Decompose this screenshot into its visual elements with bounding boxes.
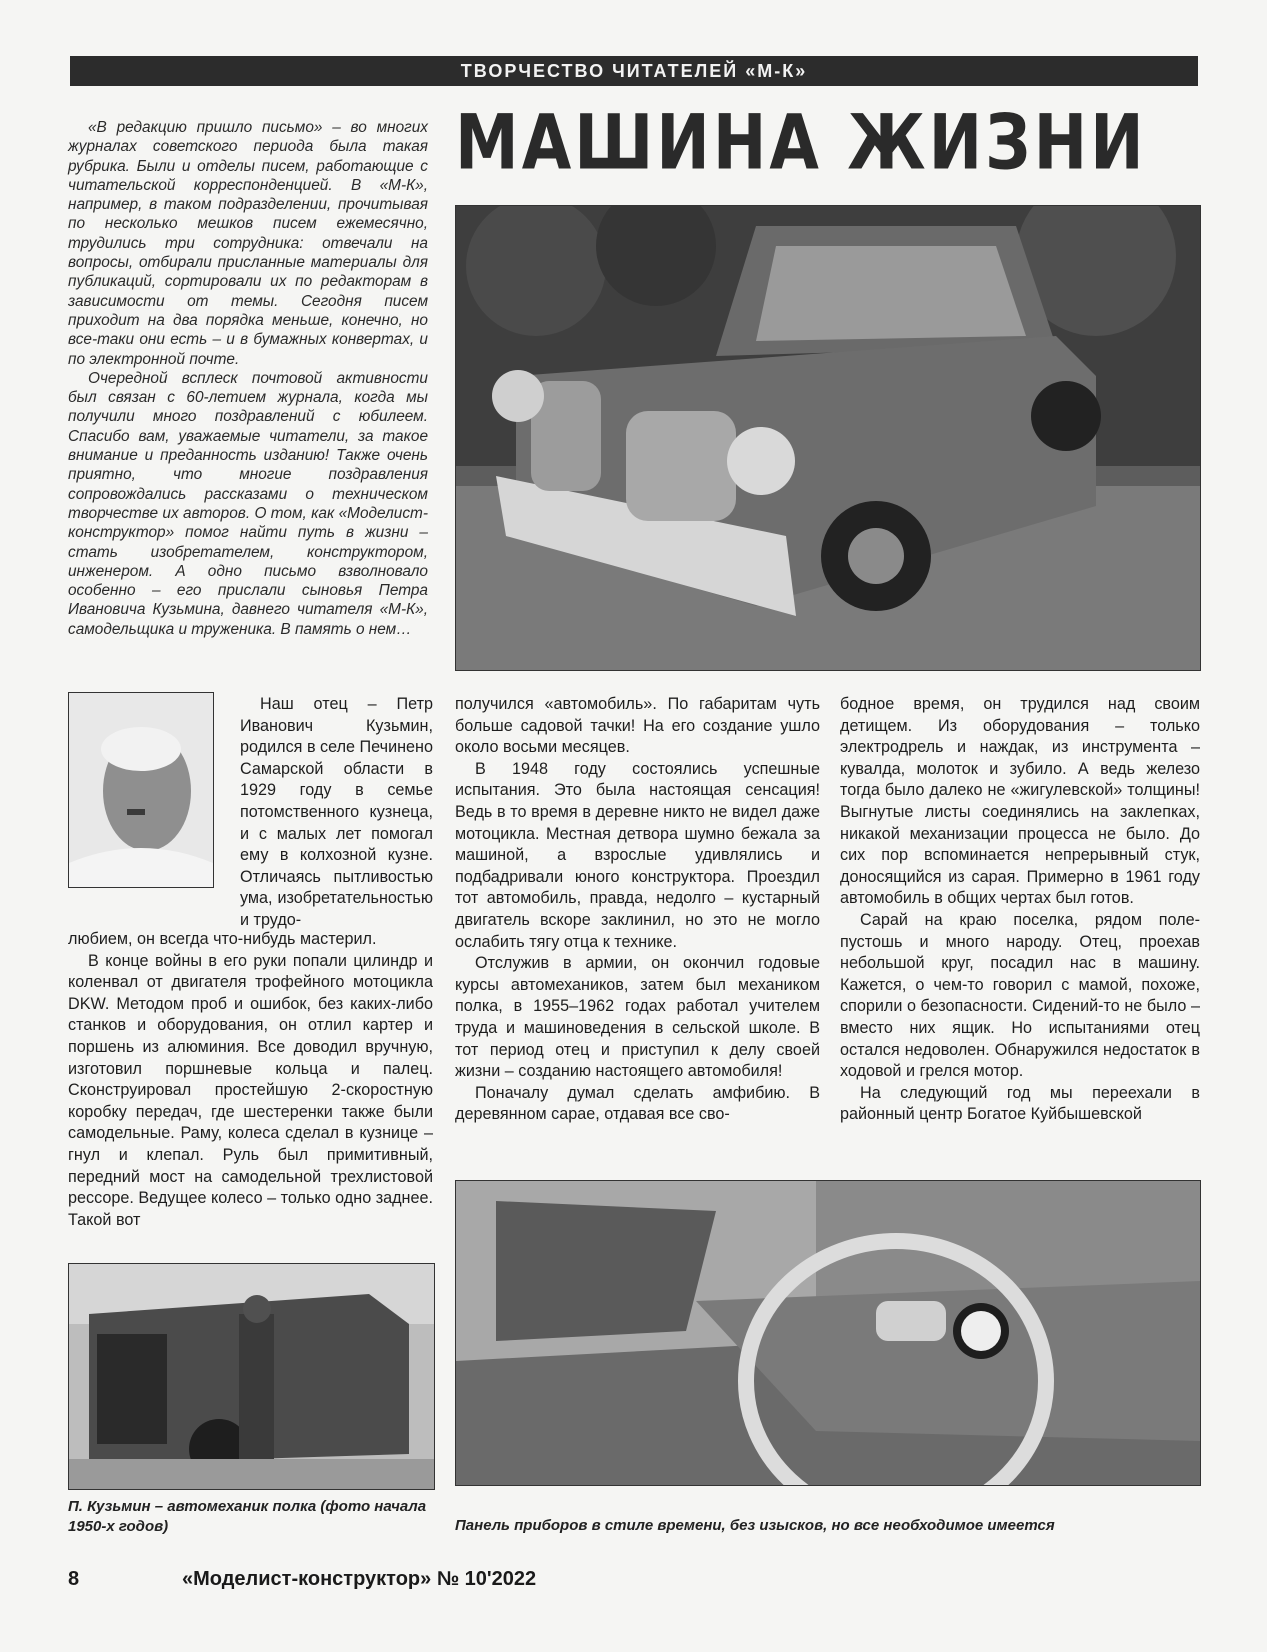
section-title: ТВОРЧЕСТВО ЧИТАТЕЛЕЙ «М-К» [460, 60, 808, 81]
paragraph: В 1948 году состоялись успешные испытания. Это была настоящая сенсация! Ведь в то время в деревне никто не видел даже мотоцикла. Местная детвора шумно бежала за машиной, а взрослые удивлялись и подбадривали юного конструктора. Проездил тот автомобиль, правда, недолго – кустарный двигатель вскоре заклинил, но это не могло ослабить тягу отца к технике. [455, 759, 820, 951]
paragraph: бодное время, он трудился над своим детищем. Из оборудования – только электродрель и наждак, из инструмента – кувалда, молоток и зубило. А ведь железо тогда было далеко не «жигулевской» толщины! Выгнутые листы соединялись на заклепках, никакой механизации процесса не было. До сих пор вспоминается непрерывный стук, доносящийся из сарая. Примерно в 1961 году автомобиль в общих чертах был готов. [840, 695, 1200, 908]
dashboard-photo [455, 1180, 1201, 1486]
article-title: МАШИНА ЖИЗНИ [455, 100, 1147, 188]
article-intro [68, 118, 428, 639]
car-photo [455, 205, 1201, 671]
portrait-photo [68, 692, 214, 888]
column-1-top [240, 694, 433, 932]
paragraph: На следующий год мы переехали в районный центр Богатое Куйбышевской [840, 1083, 1200, 1124]
paragraph: В конце войны в его руки попали цилиндр и коленвал от двигателя трофейного мотоцикла DKW. Методом проб и ошибок, без каких-либо станков и оборудования, он отлил картер и поршень из алюминия. Все доводил вручную, изготовил поршневые кольца и палец. Сконструировал простейшую 2-скоростную коробку передач, где шестеренки также были самодельные. Раму, колеса сделал в кузнице – гнул и клепал. Руль был примитивный, передний мост на самодельной трехлистовой рессоре. Ведущее колесо – только одно заднее. Такой вот [68, 951, 434, 1229]
paragraph: Сарай на краю поселка, рядом поле-пустошь и много народу. Отец, проехав небольшой круг, посадил нас в машину. Кажется, о чем-то говорил с мамой, похоже, спорили о безопасности. Сидений-то не было – вместо них ящик. Но испытаниями отец остался недоволен. Обнаружился недостаток в ходовой и грелся мотор. [840, 910, 1200, 1081]
column-3 [840, 694, 1200, 1126]
column-1-bottom [68, 929, 433, 1231]
paragraph: получился «автомобиль». По габаритам чуть больше садовой тачки! На его создание ушло около восьми месяцев. [455, 695, 820, 757]
journal-issue: «Моделист-конструктор» № 10'2022 [182, 1568, 537, 1590]
dashboard-caption: Панель приборов в стиле времени, без изысков, но все необходимое имеется [455, 1517, 1055, 1534]
paragraph: Поначалу думал сделать амфибию. В деревянном сарае, отдавая все сво- [455, 1083, 820, 1124]
intro-paragraph: «В редакцию пришло письмо» – во многих журналах советского периода была такая рубрика. Были и отделы писем, работающие с читательской корреспонденцией. В «М-К», например, в таком подразделении, прочитывая по несколько мешков писем ежемесячно, трудились три сотрудника: отвечали на вопросы, отбирали присланные материалы для публикаций, сортировали их по редакторам в зависимости от темы. Сегодня писем приходит на два порядка меньше, конечно, но все-таки они есть – и в бумажных конвертах, и по электронной почте. [68, 119, 428, 368]
old-truck-photo [68, 1263, 435, 1490]
paragraph: Отслужив в армии, он окончил годовые курсы автомехаников, затем был механиком полка, в 1955–1962 годах работал учителем труда и машиноведения в сельской школе. В тот период отец и приступил к делу своей жизни – созданию настоящего автомобиля! [455, 954, 820, 1081]
intro-paragraph: Очередной всплеск почтовой активности был связан с 60-летием журнала, когда мы получили много поздравлений с юбилеем. Спасибо вам, уважаемые читатели, за такое внимание и преданность изданию! Также очень приятно, что многие поздравления сопровождались рассказами о техническом творчестве их авторов. О том, как «Моделист-конструктор» помог найти путь в жизни – стать изобретателем, конструктором, инженером. А одно письмо взволновало особенно – его прислали сыновья Петра Ивановича Кузьмина, давнего читателя «М-К», самодельщика и труженика. В память о нем… [68, 369, 428, 638]
paragraph: Наш отец – Петр Иванович Кузьмин, родился в селе Печинено Самарской области в 1929 году в семье потомственного кузнеца, и с малых лет помогал ему в колхозной кузне. Отличаясь пытливостью ума, изобретательностью и трудо- [240, 695, 434, 929]
paragraph: любием, он всегда что-нибудь мастерил. [68, 930, 377, 948]
section-header [70, 56, 1198, 86]
column-2 [455, 694, 820, 1126]
page-number: 8 [68, 1568, 80, 1590]
old-photo-caption: П. Кузьмин – автомеханик полка (фото начала 1950-х годов) [68, 1498, 427, 1535]
